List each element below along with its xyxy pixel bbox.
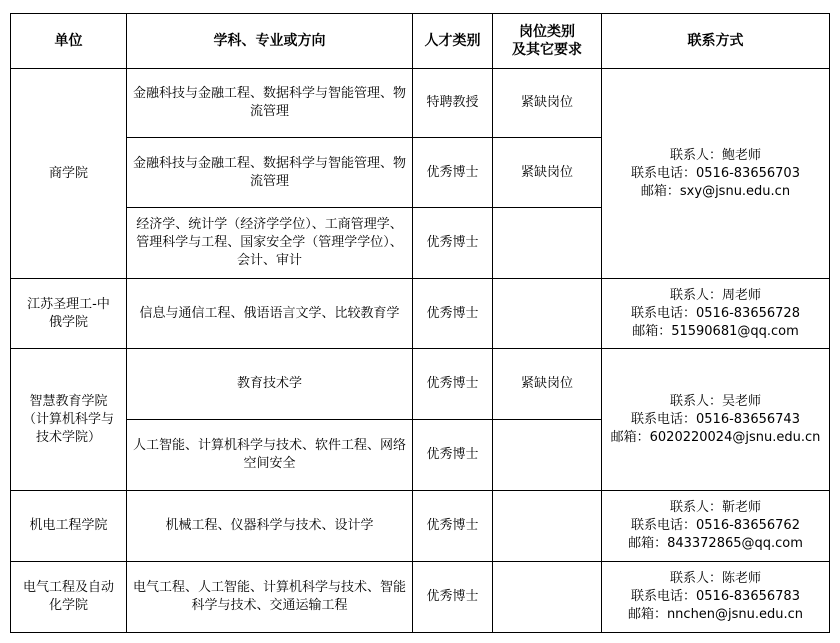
recruitment-table <box>10 13 830 633</box>
discipline-cell: 信息与通信工程、俄语语言文学、比较教育学 <box>127 279 413 349</box>
contact-cell-smart-edu <box>602 349 830 491</box>
unit-line: 技术学院） <box>35 429 101 445</box>
discipline-cell: 人工智能、计算机科学与技术、软件工程、网络空间安全 <box>127 420 413 491</box>
contact-phone: 联系电话：0516-83656783 <box>631 589 800 604</box>
position-cell <box>493 562 602 633</box>
contact-cell-business <box>602 69 830 279</box>
unit-cell-smart-edu <box>11 349 127 491</box>
contact-person: 联系人：吴老师 <box>669 393 761 409</box>
table-row <box>11 562 830 633</box>
unit-line: 电气工程及自动 <box>22 580 114 595</box>
talent-type-cell: 优秀博士 <box>413 491 493 562</box>
header-position-type <box>493 14 602 69</box>
discipline-cell: 机械工程、仪器科学与技术、设计学 <box>127 491 413 562</box>
discipline-cell: 金融科技与金融工程、数据科学与智能管理、物流管理 <box>127 69 413 138</box>
contact-person: 联系人：周老师 <box>669 287 761 303</box>
position-cell: 紧缺岗位 <box>493 138 602 208</box>
contact-person: 联系人：鲍老师 <box>669 147 761 163</box>
unit-cell-sino-russian <box>11 279 127 349</box>
contact-email: 邮箱：sxy@jsnu.edu.cn <box>640 183 791 199</box>
table-row <box>11 491 830 562</box>
contact-phone: 联系电话：0516-83656762 <box>631 518 800 533</box>
unit-cell-elec <box>11 562 127 633</box>
talent-type-cell: 优秀博士 <box>413 562 493 633</box>
talent-type-cell: 优秀博士 <box>413 208 493 279</box>
header-contact: 联系方式 <box>602 14 830 69</box>
contact-phone: 联系电话：0516-83656743 <box>631 411 800 427</box>
contact-phone: 联系电话：0516-83656728 <box>631 305 800 321</box>
contact-person: 联系人：陈老师 <box>669 571 761 586</box>
talent-type-cell: 特聘教授 <box>413 69 493 138</box>
header-unit: 单位 <box>11 14 127 69</box>
discipline-cell: 金融科技与金融工程、数据科学与智能管理、物流管理 <box>127 138 413 208</box>
header-talent-type: 人才类别 <box>413 14 493 69</box>
contact-cell-sino-russian <box>602 279 830 349</box>
contact-email: 邮箱：843372865@qq.com <box>628 536 803 551</box>
contact-email: 邮箱：nnchen@jsnu.edu.cn <box>627 607 804 622</box>
table-header-row <box>11 14 830 69</box>
header-position-type-line1: 岗位类别 <box>519 24 575 40</box>
contact-person: 联系人：靳老师 <box>669 500 761 515</box>
contact-cell-mech <box>602 491 830 562</box>
contact-cell-elec <box>602 562 830 633</box>
position-cell <box>493 208 602 279</box>
discipline-cell: 教育技术学 <box>127 349 413 420</box>
header-discipline: 学科、专业或方向 <box>127 14 413 69</box>
header-position-type-line2: 及其它要求 <box>512 42 582 58</box>
contact-phone: 联系电话：0516-83656703 <box>631 165 800 181</box>
talent-type-cell: 优秀博士 <box>413 349 493 420</box>
position-cell: 紧缺岗位 <box>493 349 602 420</box>
talent-type-cell: 优秀博士 <box>413 138 493 208</box>
unit-line: 俄学院 <box>48 314 88 330</box>
table-row <box>11 69 830 138</box>
talent-type-cell: 优秀博士 <box>413 420 493 491</box>
discipline-cell: 经济学、统计学（经济学学位）、工商管理学、管理科学与工程、国家安全学（管理学学位）、会计、审计 <box>127 208 413 279</box>
unit-line: 化学院 <box>48 598 88 613</box>
unit-line: 智慧教育学院 <box>29 393 108 409</box>
table-row <box>11 349 830 420</box>
contact-email: 邮箱：6020220024@jsnu.edu.cn <box>610 429 821 445</box>
discipline-cell: 电气工程、人工智能、计算机科学与技术、智能科学与技术、交通运输工程 <box>127 562 413 633</box>
position-cell <box>493 420 602 491</box>
unit-cell-mech: 机电工程学院 <box>11 491 127 562</box>
unit-line: （计算机科学与 <box>22 411 114 427</box>
unit-cell-business: 商学院 <box>11 69 127 279</box>
unit-line: 江苏圣理工-中 <box>27 296 110 312</box>
position-cell <box>493 279 602 349</box>
position-cell <box>493 491 602 562</box>
contact-email: 邮箱：51590681@qq.com <box>632 323 799 339</box>
position-cell: 紧缺岗位 <box>493 69 602 138</box>
table-row <box>11 279 830 349</box>
talent-type-cell: 优秀博士 <box>413 279 493 349</box>
